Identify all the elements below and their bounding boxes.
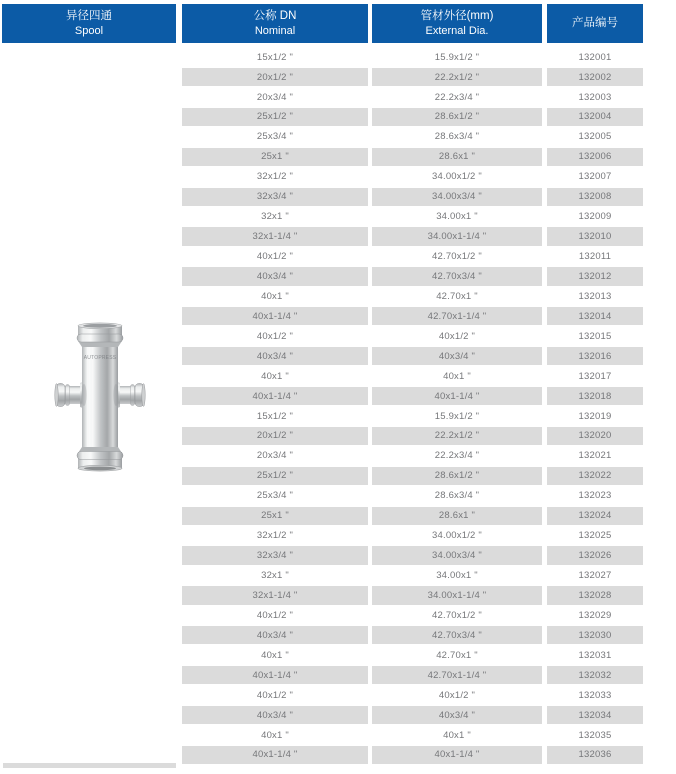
cell-product-code: 132031 [578, 649, 612, 661]
cell-nominal: 32x3/4 " [182, 546, 368, 564]
cell-product-code: 132029 [578, 609, 612, 621]
cell-product-code: 132014 [547, 307, 643, 325]
header-col-spool [2, 4, 176, 43]
cell-product-code: 132013 [578, 290, 612, 302]
table-row [0, 108, 676, 128]
cell-external-dia: 40x3/4 " [372, 706, 542, 724]
cell-external-dia: 28.6x1/2 " [372, 467, 542, 485]
cell-external-dia: 42.70x1/2 " [432, 251, 482, 263]
table-body [0, 48, 676, 766]
table-row [0, 307, 676, 327]
cell-product-code: 132036 [547, 746, 643, 764]
cell-product-code: 132002 [547, 68, 643, 86]
cell-external-dia: 34.00x1/2 " [432, 171, 482, 183]
cell-external-dia: 40x1-1/4 " [372, 387, 542, 405]
cell-product-code: 132025 [578, 530, 612, 542]
cell-nominal: 20x3/4 " [256, 450, 294, 462]
cell-external-dia: 28.6x1 " [372, 507, 542, 525]
cell-external-dia: 42.70x1-1/4 " [372, 307, 542, 325]
table-row [0, 706, 676, 726]
cell-nominal: 32x1/2 " [256, 530, 294, 542]
cell-nominal: 40x3/4 " [182, 267, 368, 285]
cell-external-dia: 40x1-1/4 " [372, 746, 542, 764]
cell-product-code: 132022 [547, 467, 643, 485]
cell-product-code: 132027 [578, 570, 612, 582]
table-row [0, 467, 676, 487]
cell-nominal: 40x3/4 " [182, 347, 368, 365]
cell-nominal: 40x1 " [261, 729, 289, 741]
table-row [0, 168, 676, 188]
cell-external-dia: 22.2x3/4 " [434, 450, 480, 462]
cell-nominal: 20x1/2 " [182, 427, 368, 445]
cell-product-code: 132010 [547, 227, 643, 245]
header-product-code-zh: 产品编号 [572, 17, 618, 30]
cell-nominal: 40x1/2 " [256, 251, 294, 263]
table-row [0, 666, 676, 686]
cell-nominal: 25x1 " [182, 148, 368, 166]
cell-nominal: 20x3/4 " [256, 91, 294, 103]
cell-external-dia: 22.2x1/2 " [372, 427, 542, 445]
cell-external-dia: 34.00x3/4 " [372, 188, 542, 206]
cell-product-code: 132011 [578, 251, 612, 263]
cell-nominal: 40x3/4 " [182, 706, 368, 724]
cell-external-dia: 28.6x3/4 " [434, 131, 480, 143]
table-row [0, 646, 676, 666]
table-row [0, 227, 676, 247]
cell-nominal: 15x1/2 " [256, 51, 294, 63]
cell-product-code: 132021 [578, 450, 612, 462]
table-row [0, 566, 676, 586]
cell-external-dia: 40x3/4 " [372, 347, 542, 365]
cell-nominal: 40x1 " [261, 649, 289, 661]
cell-external-dia: 28.6x1 " [372, 148, 542, 166]
cell-external-dia: 15.9x1/2 " [434, 410, 480, 422]
header-col-product-code [547, 4, 643, 43]
cell-nominal: 32x3/4 " [182, 188, 368, 206]
cell-nominal: 40x1/2 " [256, 689, 294, 701]
cell-nominal: 40x3/4 " [182, 626, 368, 644]
cell-external-dia: 28.6x3/4 " [434, 490, 480, 502]
cell-product-code: 132034 [547, 706, 643, 724]
cell-external-dia: 22.2x1/2 " [372, 68, 542, 86]
cell-product-code: 132035 [578, 729, 612, 741]
header-col-nominal [182, 4, 368, 43]
cell-nominal: 15x1/2 " [256, 410, 294, 422]
table-row [0, 247, 676, 267]
cell-external-dia: 42.70x1/2 " [432, 609, 482, 621]
cell-nominal: 40x1-1/4 " [182, 746, 368, 764]
cell-external-dia: 34.00x3/4 " [372, 546, 542, 564]
table-row [0, 68, 676, 88]
cell-nominal: 40x1/2 " [256, 609, 294, 621]
table-row [0, 387, 676, 407]
cell-external-dia: 40x1 " [443, 729, 471, 741]
table-row [0, 487, 676, 507]
cell-product-code: 132020 [547, 427, 643, 445]
header-spool-en: Spool [74, 24, 104, 37]
header-external-dia-zh: 管材外径(mm) [420, 9, 494, 22]
table-row [0, 407, 676, 427]
cell-product-code: 132028 [547, 586, 643, 604]
cell-nominal: 25x3/4 " [256, 490, 294, 502]
cell-external-dia: 40x1/2 " [438, 689, 476, 701]
cell-product-code: 132015 [578, 330, 612, 342]
cell-nominal: 40x1-1/4 " [182, 666, 368, 684]
cell-product-code: 132009 [578, 211, 612, 223]
cell-product-code: 132033 [578, 689, 612, 701]
cell-product-code: 132016 [547, 347, 643, 365]
header-nominal-zh: 公称 DN [253, 9, 297, 22]
cell-product-code: 132030 [547, 626, 643, 644]
cell-external-dia: 34.00x1-1/4 " [372, 586, 542, 604]
cell-nominal: 32x1 " [261, 211, 289, 223]
cell-product-code: 132023 [578, 490, 612, 502]
cell-nominal: 25x1 " [182, 507, 368, 525]
fitting-body-label: AUTOPRESS [83, 355, 117, 361]
cell-product-code: 132024 [547, 507, 643, 525]
table-row [0, 726, 676, 746]
cell-nominal: 32x1-1/4 " [182, 586, 368, 604]
cell-product-code: 132005 [578, 131, 612, 143]
table-row [0, 287, 676, 307]
cell-external-dia: 42.70x3/4 " [372, 267, 542, 285]
cell-nominal: 25x3/4 " [256, 131, 294, 143]
table-row [0, 507, 676, 527]
cell-external-dia: 28.6x1/2 " [372, 108, 542, 126]
table-row [0, 527, 676, 547]
cell-nominal: 40x1/2 " [256, 330, 294, 342]
cell-external-dia: 42.70x1 " [436, 290, 478, 302]
cell-product-code: 132001 [578, 51, 612, 63]
cell-product-code: 132019 [578, 410, 612, 422]
table-row [0, 327, 676, 347]
cell-product-code: 132012 [547, 267, 643, 285]
table-row [0, 686, 676, 706]
table-row [0, 546, 676, 566]
cell-external-dia: 42.70x1 " [436, 649, 478, 661]
table-row [0, 267, 676, 287]
cell-nominal: 40x1-1/4 " [182, 307, 368, 325]
cell-external-dia: 34.00x1 " [436, 570, 478, 582]
cell-nominal: 40x1-1/4 " [182, 387, 368, 405]
cell-nominal: 20x1/2 " [182, 68, 368, 86]
cell-external-dia: 42.70x3/4 " [372, 626, 542, 644]
table-row [0, 367, 676, 387]
cell-product-code: 132004 [547, 108, 643, 126]
cell-nominal: 32x1/2 " [256, 171, 294, 183]
cell-external-dia: 40x1/2 " [438, 330, 476, 342]
table-row [0, 746, 676, 766]
cell-external-dia: 34.00x1-1/4 " [372, 227, 542, 245]
cell-nominal: 25x1/2 " [182, 467, 368, 485]
cell-product-code: 132018 [547, 387, 643, 405]
header-external-dia-en: External Dia. [425, 24, 489, 37]
table-row [0, 188, 676, 208]
cell-nominal: 40x1 " [261, 290, 289, 302]
header-nominal-en: Nominal [254, 24, 296, 37]
cell-product-code: 132017 [578, 370, 612, 382]
cell-nominal: 32x1 " [261, 570, 289, 582]
cell-product-code: 132003 [578, 91, 612, 103]
table-row [0, 347, 676, 367]
cell-nominal: 25x1/2 " [182, 108, 368, 126]
cell-external-dia: 42.70x1-1/4 " [372, 666, 542, 684]
header-spool-zh: 异径四通 [66, 9, 112, 22]
table-row [0, 626, 676, 646]
table-row [0, 606, 676, 626]
cell-nominal: 32x1-1/4 " [182, 227, 368, 245]
cell-product-code: 132008 [547, 188, 643, 206]
table-row [0, 447, 676, 467]
cell-external-dia: 22.2x3/4 " [434, 91, 480, 103]
table-row [0, 48, 676, 68]
cell-external-dia: 15.9x1/2 " [434, 51, 480, 63]
table-row [0, 88, 676, 108]
cell-product-code: 132006 [547, 148, 643, 166]
cell-external-dia: 34.00x1/2 " [432, 530, 482, 542]
header-col-external-dia [372, 4, 542, 43]
table-row [0, 427, 676, 447]
cell-product-code: 132007 [578, 171, 612, 183]
table-row [0, 586, 676, 606]
table-row [0, 128, 676, 148]
cell-product-code: 132026 [547, 546, 643, 564]
table-row [0, 148, 676, 168]
cell-external-dia: 34.00x1 " [436, 211, 478, 223]
cell-nominal: 40x1 " [261, 370, 289, 382]
cell-product-code: 132032 [547, 666, 643, 684]
cell-external-dia: 40x1 " [443, 370, 471, 382]
table-row [0, 208, 676, 228]
